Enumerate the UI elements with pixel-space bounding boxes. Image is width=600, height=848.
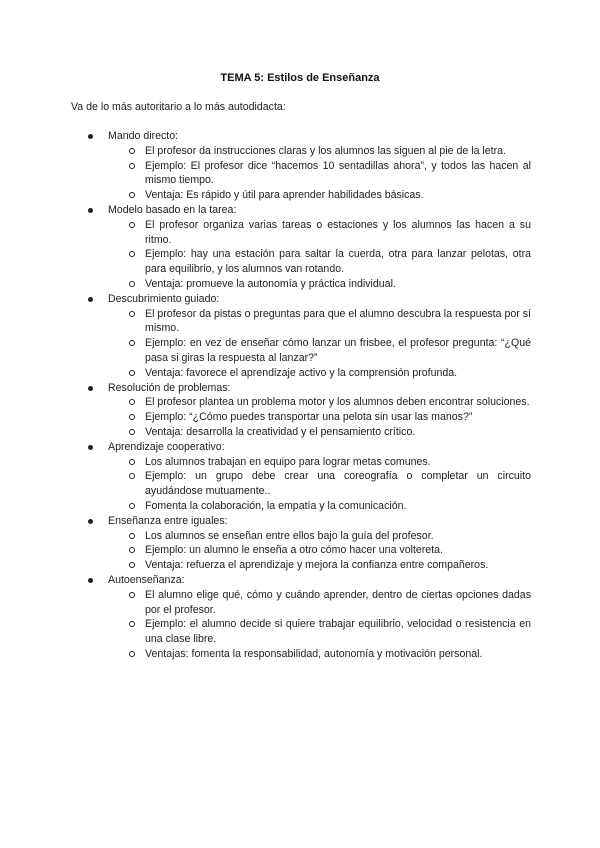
sub-item-text: Ejemplo: un alumno le enseña a otro cómo hacer una voltereta. bbox=[145, 544, 443, 557]
sub-item-text: Ejemplo: El profesor dice “hacemos 10 sentadillas ahora”, y todos las hacen al mismo tiempo. bbox=[145, 159, 531, 187]
bullet-circle-icon bbox=[129, 503, 135, 509]
sub-item bbox=[108, 336, 531, 366]
sub-item-text: Ventaja: favorece el aprendizaje activo y la comprensión profunda. bbox=[145, 366, 458, 379]
bullet-circle-icon bbox=[129, 251, 135, 257]
sub-item bbox=[108, 529, 531, 544]
section-heading: Modelo basado en la tarea: bbox=[108, 203, 237, 216]
section-heading: Aprendizaje cooperativo: bbox=[108, 440, 225, 453]
bullet-circle-icon bbox=[129, 222, 135, 228]
bullet-dot-icon bbox=[88, 519, 93, 524]
sub-item-text: El alumno elige qué, cómo y cuándo aprender, dentro de ciertas opciones dadas por el profesor. bbox=[145, 588, 531, 616]
sub-item bbox=[108, 425, 531, 440]
section-item bbox=[71, 514, 531, 573]
bullet-circle-icon bbox=[129, 547, 135, 553]
sub-item-text: Ejemplo: un grupo debe crear una coreografía o completar un circuito ayudándose mutuamente.. bbox=[145, 470, 531, 498]
bullet-dot-icon bbox=[88, 297, 93, 302]
bullet-dot-icon bbox=[88, 208, 93, 213]
section-item bbox=[71, 129, 531, 203]
sub-item-text: Ventaja: desarrolla la creatividad y el pensamiento crítico. bbox=[145, 425, 416, 438]
bullet-circle-icon bbox=[129, 429, 135, 435]
bullet-circle-icon bbox=[129, 562, 135, 568]
intro-text: Va de lo más autoritario a lo más autodidacta: bbox=[71, 101, 286, 113]
section-sublist bbox=[108, 307, 531, 381]
section-sublist bbox=[108, 218, 531, 292]
sub-item-text: Ventajas: fomenta la responsabilidad, autonomía y motivación personal. bbox=[145, 647, 483, 660]
sub-item-text: Ventaja: promueve la autonomía y práctica individual. bbox=[145, 277, 396, 290]
sub-item bbox=[108, 218, 531, 248]
bullet-circle-icon bbox=[129, 399, 135, 405]
section-heading: Resolución de problemas: bbox=[108, 381, 231, 394]
section-item bbox=[71, 440, 531, 514]
document-title: TEMA 5: Estilos de Enseñanza bbox=[220, 72, 380, 84]
sub-item bbox=[108, 543, 531, 558]
sub-item bbox=[108, 395, 531, 410]
sub-item bbox=[108, 307, 531, 337]
sub-item-text: Ejemplo: el alumno decide si quiere trabajar equilibrio, velocidad o resistencia en una clase libre. bbox=[145, 618, 531, 646]
sub-item bbox=[108, 366, 531, 381]
sub-item bbox=[108, 455, 531, 470]
section-heading: Descubrimiento guiado: bbox=[108, 292, 220, 305]
sub-item bbox=[108, 558, 531, 573]
section-heading: Enseñanza entre iguales: bbox=[108, 514, 228, 527]
section-sublist bbox=[108, 144, 531, 203]
section-sublist bbox=[108, 395, 531, 439]
sub-item-text: Ventaja: refuerza el aprendizaje y mejora la confianza entre compañeros. bbox=[145, 559, 489, 572]
bullet-dot-icon bbox=[88, 134, 93, 139]
bullet-circle-icon bbox=[129, 473, 135, 479]
section-item bbox=[71, 292, 531, 381]
bullet-circle-icon bbox=[129, 621, 135, 627]
sub-item bbox=[108, 277, 531, 292]
section-item bbox=[71, 203, 531, 292]
sub-item bbox=[108, 588, 531, 618]
bullet-circle-icon bbox=[129, 459, 135, 465]
sub-item-text: El profesor plantea un problema motor y los alumnos deben encontrar soluciones. bbox=[145, 396, 530, 409]
sub-item bbox=[108, 159, 531, 189]
section-item bbox=[71, 381, 531, 440]
bullet-circle-icon bbox=[129, 592, 135, 598]
sub-item-text: Fomenta la colaboración, la empatía y la comunicación. bbox=[145, 499, 407, 512]
bullet-circle-icon bbox=[129, 281, 135, 287]
section-sublist bbox=[108, 529, 531, 573]
section-sublist bbox=[108, 455, 531, 514]
bullet-circle-icon bbox=[129, 370, 135, 376]
content bbox=[71, 129, 531, 662]
bullet-dot-icon bbox=[88, 578, 93, 583]
section-heading: Mando directo: bbox=[108, 130, 179, 142]
sub-item-text: Los alumnos trabajan en equipo para lograr metas comunes. bbox=[145, 455, 431, 468]
section-item bbox=[71, 573, 531, 662]
bullet-circle-icon bbox=[129, 148, 135, 154]
bullet-circle-icon bbox=[129, 651, 135, 657]
sub-item bbox=[108, 144, 531, 159]
bullet-circle-icon bbox=[129, 533, 135, 539]
sub-item-text: Ventaja: Es rápido y útil para aprender habilidades básicas. bbox=[145, 189, 424, 202]
bullet-dot-icon bbox=[88, 386, 93, 391]
sub-item bbox=[108, 247, 531, 277]
bullet-dot-icon bbox=[88, 445, 93, 450]
bullet-circle-icon bbox=[129, 311, 135, 317]
sub-item bbox=[108, 647, 531, 662]
section-heading: Autoenseñanza: bbox=[108, 573, 185, 586]
bullet-circle-icon bbox=[129, 163, 135, 169]
sub-item-text: Ejemplo: en vez de enseñar cómo lanzar un frisbee, el profesor pregunta: “¿Qué pasa si giras la respuesta al lanzar?” bbox=[145, 337, 531, 364]
sub-item-text: Los alumnos se enseñan entre ellos bajo la guía del profesor. bbox=[145, 529, 434, 542]
bullet-circle-icon bbox=[129, 340, 135, 346]
sub-item-text: Ejemplo: “¿Cómo puedes transportar una pelota sin usar las manos?” bbox=[145, 411, 473, 424]
sub-item-text: El profesor da pistas o preguntas para que el alumno descubra la respuesta por sí mismo. bbox=[145, 307, 531, 335]
sub-item bbox=[108, 188, 531, 203]
sub-item bbox=[108, 410, 531, 425]
sub-item bbox=[108, 499, 531, 514]
section-sublist bbox=[108, 588, 531, 662]
bullet-circle-icon bbox=[129, 414, 135, 420]
section-list bbox=[71, 129, 531, 662]
sub-item-text: El profesor da instrucciones claras y los alumnos las siguen al pie de la letra. bbox=[145, 144, 506, 157]
sub-item bbox=[108, 617, 531, 647]
sub-item-text: Ejemplo: hay una estación para saltar la cuerda, otra para lanzar pelotas, otra para equilibrio, y los alumnos van rotando. bbox=[145, 248, 531, 276]
sub-item-text: El profesor organiza varias tareas o estaciones y los alumnos las hacen a su ritmo. bbox=[145, 218, 531, 246]
sub-item bbox=[108, 469, 531, 499]
bullet-circle-icon bbox=[129, 192, 135, 198]
